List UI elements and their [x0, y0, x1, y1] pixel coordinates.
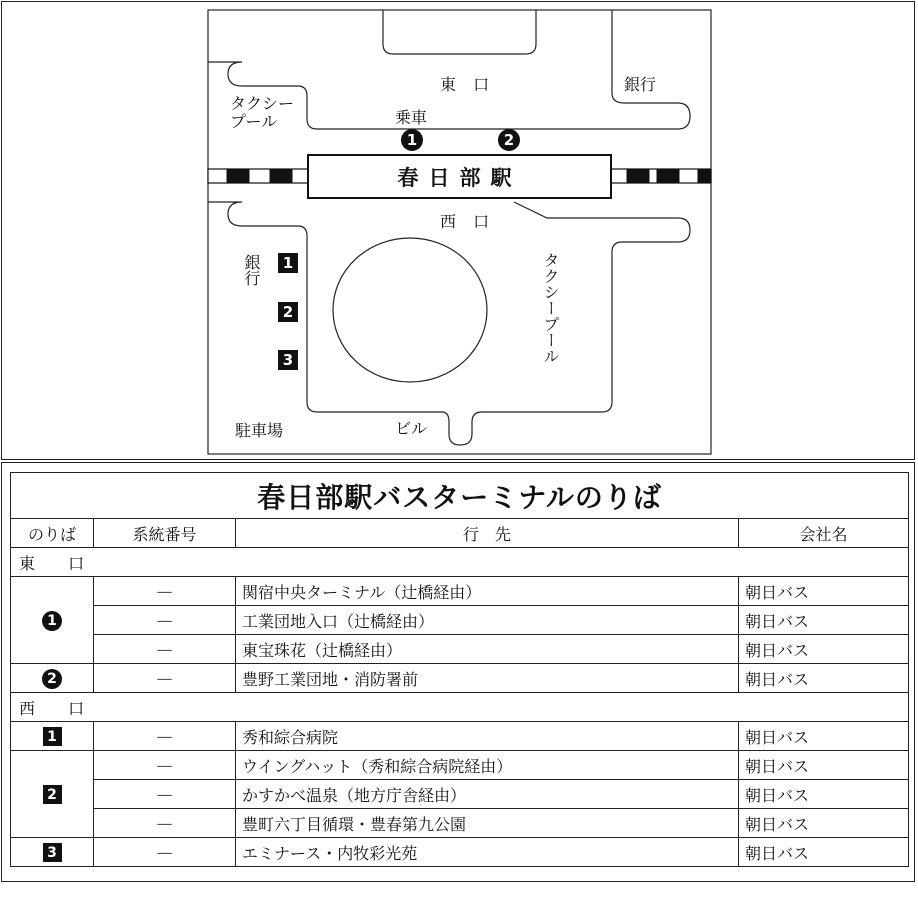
destination-cell: 秀和綜合病院	[236, 722, 739, 751]
company-cell: 朝日バス	[739, 664, 909, 693]
roundabout	[333, 238, 487, 382]
section-row	[11, 693, 909, 722]
header-destination: 行 先	[236, 519, 739, 548]
route-number-cell: —	[94, 751, 236, 780]
station-name: 春日部駅	[397, 165, 522, 190]
destination-cell: 豊町六丁目循環・豊春第九公園	[236, 809, 739, 838]
boarding-label: 乗車	[395, 108, 428, 127]
route-number-cell: —	[94, 635, 236, 664]
header-company: 会社名	[739, 519, 909, 548]
destination-cell: かすかべ温泉（地方庁舎経由）	[236, 780, 739, 809]
west-stop-3-badge: 3	[278, 350, 298, 370]
east-exit-label: 東 口	[440, 75, 496, 94]
taxi-pool-vertical-label: タクシープール	[541, 252, 560, 364]
table-row	[11, 838, 909, 867]
route-number-cell: —	[94, 664, 236, 693]
route-number-cell: —	[94, 722, 236, 751]
route-number-cell: —	[94, 838, 236, 867]
stop-cell	[11, 751, 94, 838]
bus-terminal-table-frame	[1, 462, 915, 882]
bus-terminal-table	[10, 472, 909, 867]
route-number-cell: —	[94, 809, 236, 838]
company-cell: 朝日バス	[739, 780, 909, 809]
stop-cell	[11, 577, 94, 664]
route-number-cell: —	[94, 780, 236, 809]
west-stop-2-badge: 2	[278, 302, 298, 322]
west-stop-1-badge: 1	[278, 253, 298, 273]
destination-cell: ウイングハット（秀和綜合病院経由）	[236, 751, 739, 780]
destination-cell: エミナース・内牧彩光苑	[236, 838, 739, 867]
station-map	[1, 1, 915, 460]
taxi-pool-left-line1: タクシー	[230, 94, 295, 113]
route-number-cell: —	[94, 606, 236, 635]
west-exit-label: 西 口	[440, 212, 496, 231]
parking-label: 駐車場	[235, 421, 284, 440]
header-stop: のりば	[11, 519, 94, 548]
company-cell: 朝日バス	[739, 635, 909, 664]
destination-cell: 豊野工業団地・消防署前	[236, 664, 739, 693]
table-row	[11, 722, 909, 751]
building-label: ビル	[395, 419, 428, 438]
destination-cell: 工業団地入口（辻橋経由）	[236, 606, 739, 635]
destination-cell: 関宿中央ターミナル（辻橋経由）	[236, 577, 739, 606]
company-cell: 朝日バス	[739, 809, 909, 838]
route-number-cell: —	[94, 577, 236, 606]
table-row	[11, 664, 909, 693]
section-label: 西 口	[11, 693, 909, 722]
stop-cell	[11, 664, 94, 693]
table-title: 春日部駅バスターミナルのりば	[11, 473, 909, 519]
stop-cell	[11, 722, 94, 751]
stop-badge: 2	[43, 785, 62, 804]
company-cell: 朝日バス	[739, 751, 909, 780]
company-cell: 朝日バス	[739, 577, 909, 606]
table-header-row	[11, 519, 909, 548]
table-row	[11, 606, 909, 635]
table-row	[11, 809, 909, 838]
taxi-pool-left-line2: プール	[230, 112, 278, 131]
section-label: 東 口	[11, 548, 909, 577]
stop-badge: 2	[42, 669, 62, 689]
stop-badge: 1	[42, 611, 62, 631]
east-stop-1-badge: 1	[401, 129, 423, 151]
bank-top-label: 銀行	[624, 75, 657, 94]
company-cell: 朝日バス	[739, 838, 909, 867]
company-cell: 朝日バス	[739, 606, 909, 635]
bank-left-label: 銀行	[242, 254, 261, 286]
east-road-top	[383, 10, 536, 54]
section-row	[11, 548, 909, 577]
table-row	[11, 577, 909, 606]
table-row	[11, 635, 909, 664]
company-cell: 朝日バス	[739, 722, 909, 751]
stop-badge: 3	[43, 843, 62, 862]
table-row	[11, 780, 909, 809]
table-row	[11, 751, 909, 780]
stop-cell	[11, 838, 94, 867]
destination-cell: 東宝珠花（辻橋経由）	[236, 635, 739, 664]
stop-badge: 1	[43, 727, 62, 746]
header-route-number: 系統番号	[94, 519, 236, 548]
east-stop-2-badge: 2	[498, 129, 520, 151]
west-plaza-outline	[208, 202, 690, 445]
